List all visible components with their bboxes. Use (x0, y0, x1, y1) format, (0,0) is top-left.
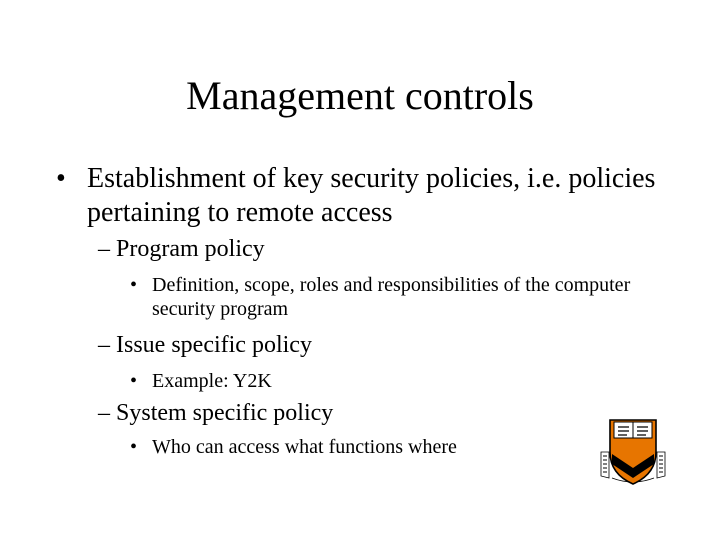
main-bullet-point (56, 162, 666, 230)
bullet-icon: • (130, 274, 138, 296)
detail-text: Example: Y2K (152, 370, 272, 392)
main-bullet-text: Establishment of key security policies, i.e. policies pertaining to remote access (87, 163, 656, 228)
sub-point-issue-specific-policy: – Issue specific policy (98, 332, 312, 358)
detail-system-specific-policy (130, 435, 670, 459)
sub-point-program-policy: – Program policy (98, 236, 265, 262)
detail-text: Who can access what functions where (152, 436, 457, 458)
sub-point-system-specific-policy: – System specific policy (98, 400, 334, 426)
bullet-icon: • (130, 370, 138, 392)
detail-program-policy (130, 273, 670, 321)
detail-text: Definition, scope, roles and responsibilities of the computer security program (152, 274, 631, 320)
slide-title: Management controls (186, 73, 534, 118)
bullet-icon: • (130, 436, 138, 458)
princeton-shield-icon (598, 408, 668, 490)
detail-issue-specific-policy (130, 369, 670, 393)
bullet-icon: • (56, 163, 66, 194)
